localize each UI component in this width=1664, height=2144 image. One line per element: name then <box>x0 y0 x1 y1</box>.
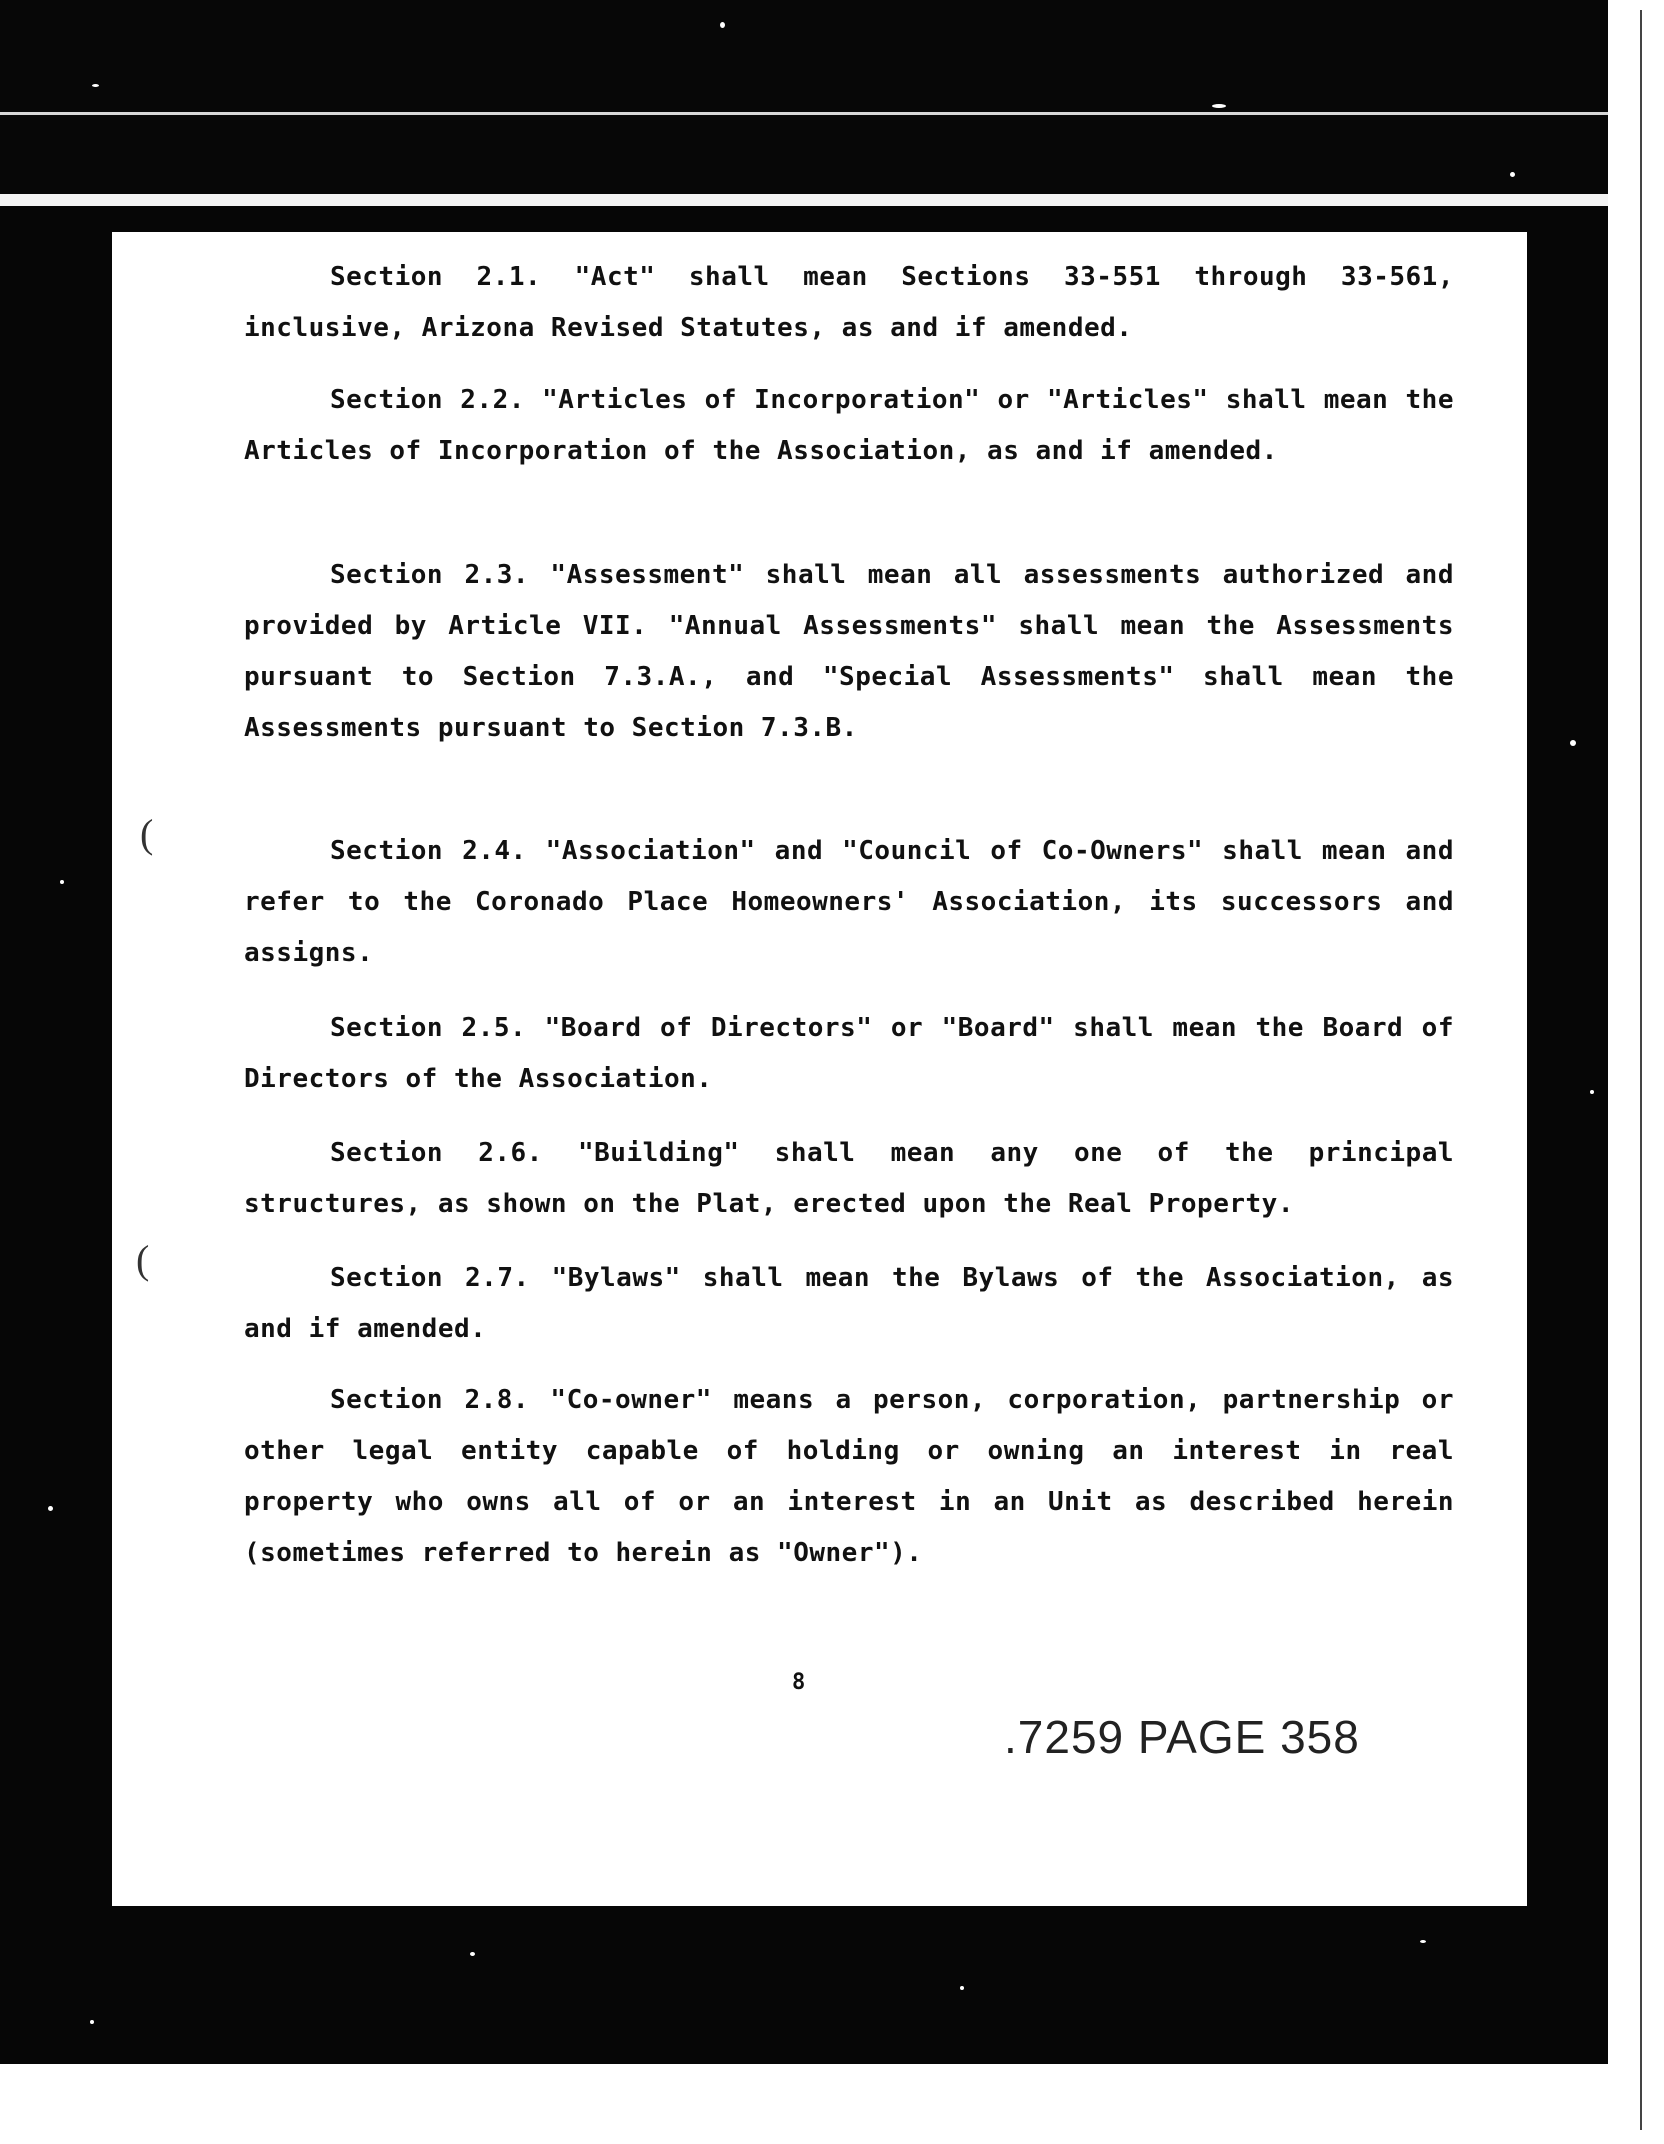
section-2-6 <box>244 1128 1454 1230</box>
scan-speck <box>1590 1090 1594 1094</box>
section-2-5 <box>244 1003 1454 1105</box>
section-text: Section 2.5. "Board of Directors" or "Board" shall mean the Board of Directors of the Association. <box>244 1013 1454 1094</box>
margin-mark: ( <box>136 1237 150 1282</box>
scan-speck <box>1212 104 1226 108</box>
scan-gap-strip <box>0 194 1608 206</box>
margin-mark: ( <box>140 811 154 856</box>
scan-speck <box>470 1952 475 1956</box>
recording-stamp: .7259 PAGE 358 <box>1004 1711 1360 1763</box>
section-text: Section 2.3. "Assessment" shall mean all assessments authorized and provided by Article VII. "Annual Assessments" shall mean the Assessments pursuant to Section 7.3.A., and "Special Assessments" shall mean the Assessments pursuant to Section 7.3.B. <box>244 560 1454 743</box>
section-text: Section 2.1. "Act" shall mean Sections 33-551 through 33-561, inclusive, Arizona Revised Statutes, as and if amended. <box>244 262 1454 343</box>
scan-speck <box>1510 172 1515 177</box>
section-2-8 <box>244 1375 1454 1579</box>
scan-speck <box>60 880 64 884</box>
scan-speck <box>1570 740 1576 746</box>
scan-speck <box>90 2020 94 2024</box>
section-2-2 <box>244 375 1454 477</box>
scan-top-rule <box>0 112 1608 115</box>
document-page <box>112 232 1527 1906</box>
section-text: Section 2.4. "Association" and "Council of Co-Owners" shall mean and refer to the Coronado Place Homeowners' Association, its successors and assigns. <box>244 836 1454 968</box>
scan-speck <box>1420 1940 1426 1943</box>
scan-right-edge <box>1640 10 1642 2130</box>
scan-speck <box>48 1506 53 1511</box>
section-text: Section 2.7. "Bylaws" shall mean the Bylaws of the Association, as and if amended. <box>244 1263 1454 1344</box>
section-text: Section 2.2. "Articles of Incorporation" or "Articles" shall mean the Articles of Incorporation of the Association, as and if amended. <box>244 385 1454 466</box>
section-2-7 <box>244 1253 1454 1355</box>
section-2-1 <box>244 252 1454 354</box>
section-2-4 <box>244 826 1454 979</box>
scan-speck <box>720 22 725 28</box>
scan-top-band <box>0 0 1608 200</box>
section-text: Section 2.8. "Co-owner" means a person, corporation, partnership or other legal entity capable of holding or owning an interest in real property who owns all of or an interest in an Unit as described herein (sometimes referred to herein as "Owner"). <box>244 1385 1454 1568</box>
section-2-3 <box>244 550 1454 754</box>
section-text: Section 2.6. "Building" shall mean any one of the principal structures, as shown on the Plat, erected upon the Real Property. <box>244 1138 1454 1219</box>
scan-speck <box>960 1986 964 1990</box>
page-number: 8 <box>792 1670 806 1695</box>
scan-speck <box>92 84 99 87</box>
